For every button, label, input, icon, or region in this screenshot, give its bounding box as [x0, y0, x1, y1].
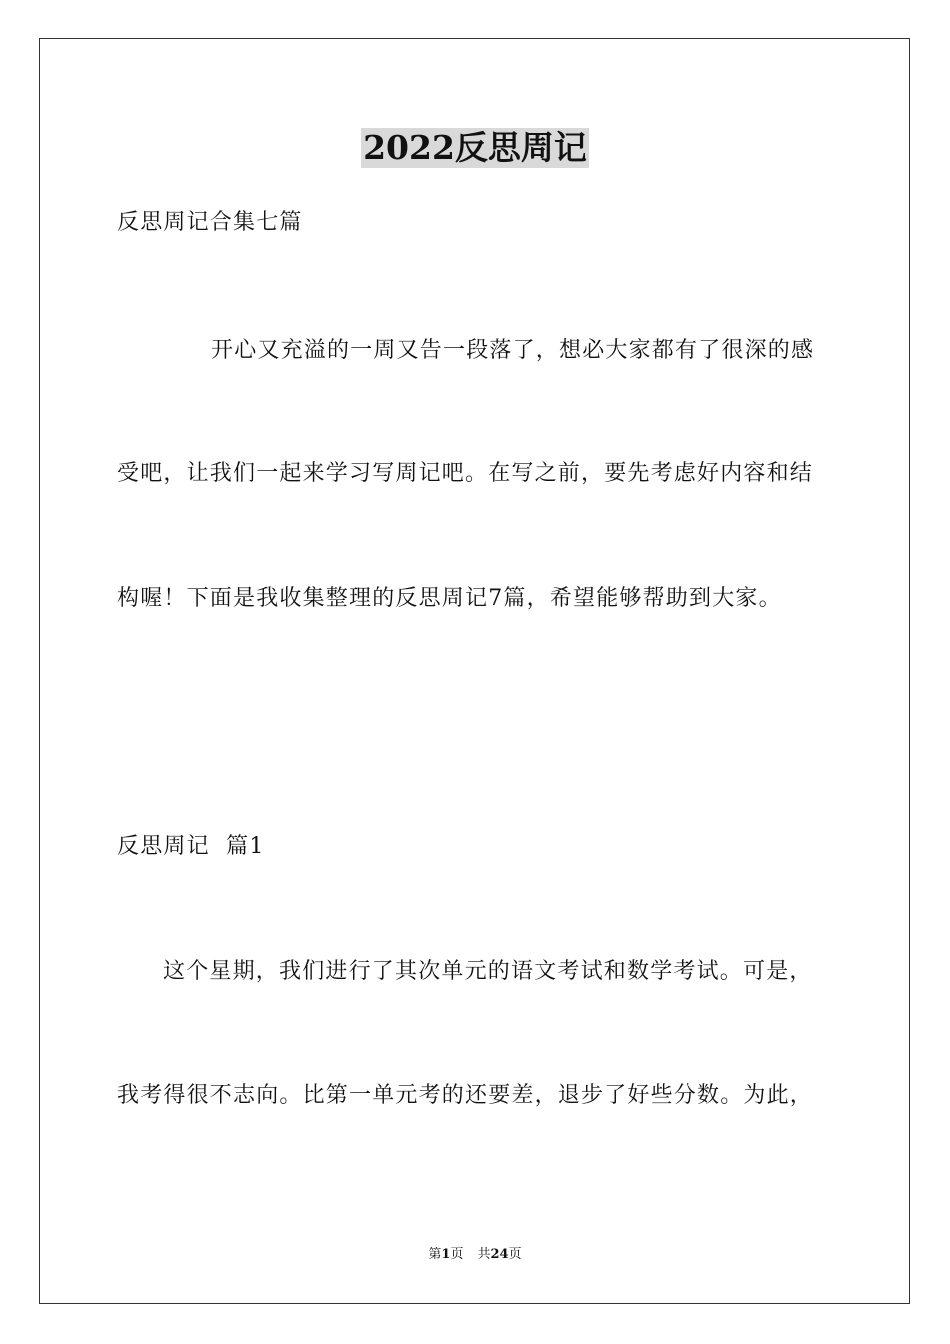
- page-prefix: 第: [428, 1247, 442, 1262]
- total-prefix: 共: [477, 1247, 491, 1262]
- intro-line-1: 开心又充溢的一周又告一段落了，想必大家都有了很深的感: [211, 338, 815, 363]
- document-subtitle: 反思周记合集七篇: [117, 210, 303, 235]
- section-line-1: 这个星期，我们进行了其次单元的语文考试和数学考试。可是，: [163, 959, 813, 984]
- title-container: [0, 128, 950, 168]
- page-footer: [0, 1246, 950, 1264]
- page-unit: 页: [450, 1247, 464, 1262]
- section-line-2: 我考得很不志向。比第一单元考的还要差，退步了好些分数。为此，: [117, 1083, 814, 1108]
- intro-line-2: 受吧，让我们一起来学习写周记吧。在写之前，要先考虑好内容和结: [117, 461, 814, 486]
- section-heading: 反思周记 篇1: [117, 834, 265, 859]
- total-unit: 页: [508, 1247, 522, 1262]
- intro-line-3: 构喔！下面是我收集整理的反思周记7篇，希望能够帮助到大家。: [117, 586, 782, 611]
- page-current: 1: [441, 1247, 451, 1262]
- page-total: 24: [490, 1247, 509, 1262]
- document-title: 2022反思周记: [363, 128, 587, 167]
